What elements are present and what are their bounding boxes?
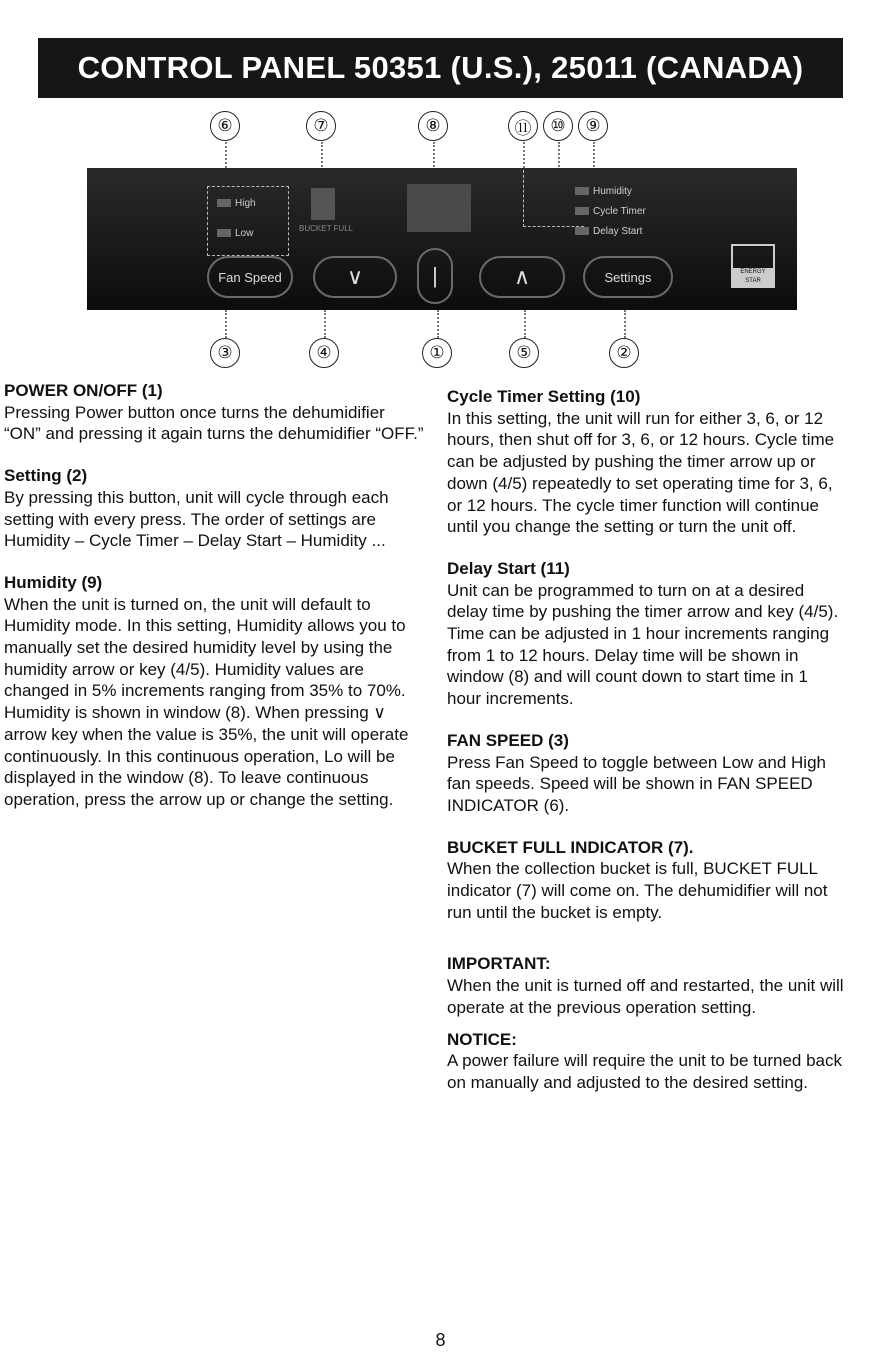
led-icon [575,227,589,235]
callout-4: ④ [309,338,339,368]
delay-start-indicator: Delay Start [575,226,642,237]
humidity-indicator: Humidity [575,186,632,197]
power-text: Pressing Power button once turns the dehumidifier “ON” and pressing it again turns the dehumidifier “OFF.” [4,402,424,444]
led-icon [217,229,231,237]
humidity-text: When the unit is turned on, the unit will default to Humidity mode. In this setting, Humidity allows you to manually set the desired humidity level by using the humidity arrow or key (4/5). Humidity values are changed in 5% increments ranging from 35% to 70%. Humidity is shown in window (8). When pressing ∨ arrow key when the value is 35%, the unit will operate continuously. In this continuous operation, Lo will be displayed in the window (8). To leave continuous operation, press the arrow up or change the setting. [4,594,409,809]
callout-3: ③ [210,338,240,368]
setting-heading: Setting (2) [4,466,88,486]
callout-2: ② [609,338,639,368]
cycle-timer-heading: Cycle Timer Setting (10) [447,387,641,406]
led-icon [217,199,231,207]
bucket-full-label: BUCKET FULL [299,224,354,233]
fan-low-indicator: Low [217,228,253,239]
leader-line [524,310,526,338]
led-icon [575,207,589,215]
leader-line [437,310,439,338]
notice-heading: NOTICE: [447,1029,517,1049]
leader-line [624,310,626,338]
display-window [407,184,471,232]
notice-text: A power failure will require the unit to be turned back on manually and adjusted to the desired setting. [447,1051,843,1092]
cycle-timer-text: In this setting, the unit will run for either 3, 6, or 12 hours, then shut off for 3, 6, or 12 hours. Cycle time can be adjusted by pushing the timer arrow up or down (4/5) repeatedly to set operating time for 3, 6, or 12 hours. The cycle timer function will continue until you change the setting or turn the unit off. [447,408,835,537]
down-arrow-button[interactable]: ∨ [313,256,397,298]
important-heading: IMPORTANT: [447,954,551,974]
callout-5: ⑤ [509,338,539,368]
fan-speed-heading: FAN SPEED (3) [447,730,569,750]
leader-line [225,310,227,338]
callout-6: ⑥ [210,111,240,141]
power-button[interactable]: | [417,248,453,304]
right-column [447,386,845,1094]
humidity-heading: Humidity (9) [4,572,103,592]
control-panel [87,168,797,310]
energy-star-logo: ENERGY STAR [731,244,775,288]
important-text: When the unit is turned off and restarted, the unit will operate at the previous operation setting. [447,976,844,1017]
fan-speed-text: Press Fan Speed to toggle between Low and High fan speeds. Speed will be shown in FAN SPEED INDICATOR (6). [447,752,826,815]
delay-start-text: Unit can be programmed to turn on at a desired delay time by pushing the timer arrow and key (4/5). Time can be adjusted in 1 hour increments ranging from 1 to 12 hours. Delay time will be shown in window (8) and will count down to start time in 1 hour increments. [447,580,839,709]
fan-speed-button[interactable]: Fan Speed [207,256,293,298]
callout-9: ⑨ [578,111,608,141]
callout-10: ⑩ [543,111,573,141]
cycle-timer-indicator: Cycle Timer [575,206,646,217]
power-heading: POWER ON/OFF (1) [4,381,163,400]
led-icon [575,187,589,195]
fan-high-indicator: High [217,198,256,209]
callout-7: ⑦ [306,111,336,141]
bucket-full-light [311,188,335,220]
setting-text: By pressing this button, unit will cycle through each setting with every press. The order of settings are Humidity – Cycle Timer – Delay Start – Humidity ... [4,487,389,551]
left-column [4,380,424,811]
settings-button[interactable]: Settings [583,256,673,298]
title-banner [38,38,843,98]
leader-line [324,310,326,338]
setting-leader-frame [523,170,584,227]
up-arrow-button[interactable]: ∧ [479,256,565,298]
delay-start-heading: Delay Start (11) [447,558,570,578]
fan-indicator-frame [207,186,289,256]
callout-1: ① [422,338,452,368]
banner-title: CONTROL PANEL 50351 (U.S.), 25011 (CANADA) [77,50,804,85]
callout-8: ⑧ [418,111,448,141]
callout-11: ⑪ [508,111,538,141]
page-number: 8 [435,1330,446,1350]
bucket-full-text: When the collection bucket is full, BUCKET FULL indicator (7) will come on. The dehumidifier will not run until the bucket is empty. [447,859,828,922]
bucket-full-heading: BUCKET FULL INDICATOR (7). [447,837,694,857]
